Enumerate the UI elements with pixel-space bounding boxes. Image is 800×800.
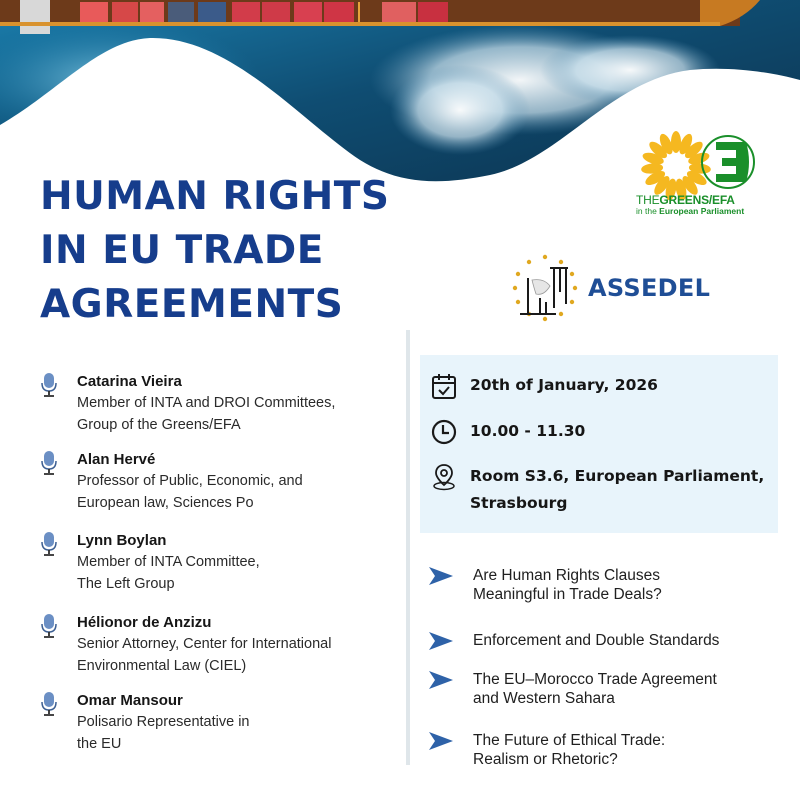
speaker-name: Alan Hervé xyxy=(77,451,156,468)
speaker-name: Omar Mansour xyxy=(77,692,183,709)
greens-logo-name: GREENS/EFA xyxy=(659,193,735,207)
topic-line: Are Human Rights Clauses xyxy=(473,567,660,584)
calendar-check-icon xyxy=(430,372,458,400)
chevron-arrow-icon xyxy=(428,631,454,651)
map-pin-icon xyxy=(430,463,458,491)
speaker-item xyxy=(40,450,390,514)
chevron-arrow-icon xyxy=(428,731,454,751)
speaker-name: Hélionor de Anzizu xyxy=(77,614,212,631)
speaker-role: The Left Group xyxy=(77,576,175,592)
speaker-role: Environmental Law (CIEL) xyxy=(77,658,247,674)
speaker-role: European law, Sciences Po xyxy=(77,495,254,511)
speaker-role: Member of INTA and DROI Committees, xyxy=(77,395,336,411)
speaker-item xyxy=(40,372,390,436)
title-line: AGREEMENTS xyxy=(40,282,344,327)
title-line: HUMAN RIGHTS xyxy=(40,174,390,219)
speakers-list xyxy=(40,372,390,755)
microphone-icon xyxy=(40,372,58,398)
topic-line: Enforcement and Double Standards xyxy=(473,632,720,649)
speaker-role: Group of the Greens/EFA xyxy=(77,417,241,433)
dove-stars-icon xyxy=(510,252,580,324)
topic-line: and Western Sahara xyxy=(473,690,615,707)
event-date xyxy=(430,372,658,400)
chevron-arrow-icon xyxy=(428,566,454,586)
event-location-text xyxy=(470,463,764,517)
chevron-arrow-icon xyxy=(428,670,454,690)
microphone-icon xyxy=(40,691,58,717)
speaker-role: the EU xyxy=(77,736,122,752)
speaker-name: Lynn Boylan xyxy=(77,532,167,549)
assedel-name: ASSEDEL xyxy=(588,274,711,302)
speaker-item xyxy=(40,531,390,595)
speaker-item xyxy=(40,613,390,677)
topic-line: Meaningful in Trade Deals? xyxy=(473,586,662,603)
event-info-box xyxy=(420,355,778,533)
event-time-text: 10.00 - 11.30 xyxy=(470,422,586,440)
greens-logo-sub-light: in the xyxy=(636,206,660,216)
clock-icon xyxy=(430,418,458,446)
speaker-item xyxy=(40,691,390,755)
event-date-text: 20th of January, 2026 xyxy=(470,376,658,394)
speaker-role: Professor of Public, Economic, and xyxy=(77,473,303,489)
topic-text xyxy=(473,566,662,604)
greens-logo-sub-bold: European Parliament xyxy=(659,206,745,216)
topic-text xyxy=(473,731,665,769)
column-divider xyxy=(406,330,410,765)
greens-logo-the: THE xyxy=(636,193,660,207)
speaker-role: Polisario Representative in xyxy=(77,714,250,730)
event-location-line: Strasbourg xyxy=(470,494,568,512)
speaker-role: Senior Attorney, Center for International xyxy=(77,636,332,652)
speaker-role: Member of INTA Committee, xyxy=(77,554,260,570)
topic-line: The EU–Morocco Trade Agreement xyxy=(473,671,717,688)
microphone-icon xyxy=(40,450,58,476)
event-location xyxy=(430,463,764,517)
event-time xyxy=(430,418,585,446)
greens-logo-text xyxy=(636,193,766,216)
microphone-icon xyxy=(40,613,58,639)
topic-text xyxy=(473,670,717,708)
event-location-line: Room S3.6, European Parliament, xyxy=(470,467,765,485)
title-line: IN EU TRADE xyxy=(40,228,324,273)
speaker-name: Catarina Vieira xyxy=(77,373,182,390)
topic-line: Realism or Rhetoric? xyxy=(473,751,618,768)
microphone-icon xyxy=(40,531,58,557)
topic-text xyxy=(473,631,719,650)
topic-line: The Future of Ethical Trade: xyxy=(473,732,666,749)
page-title xyxy=(40,170,389,332)
